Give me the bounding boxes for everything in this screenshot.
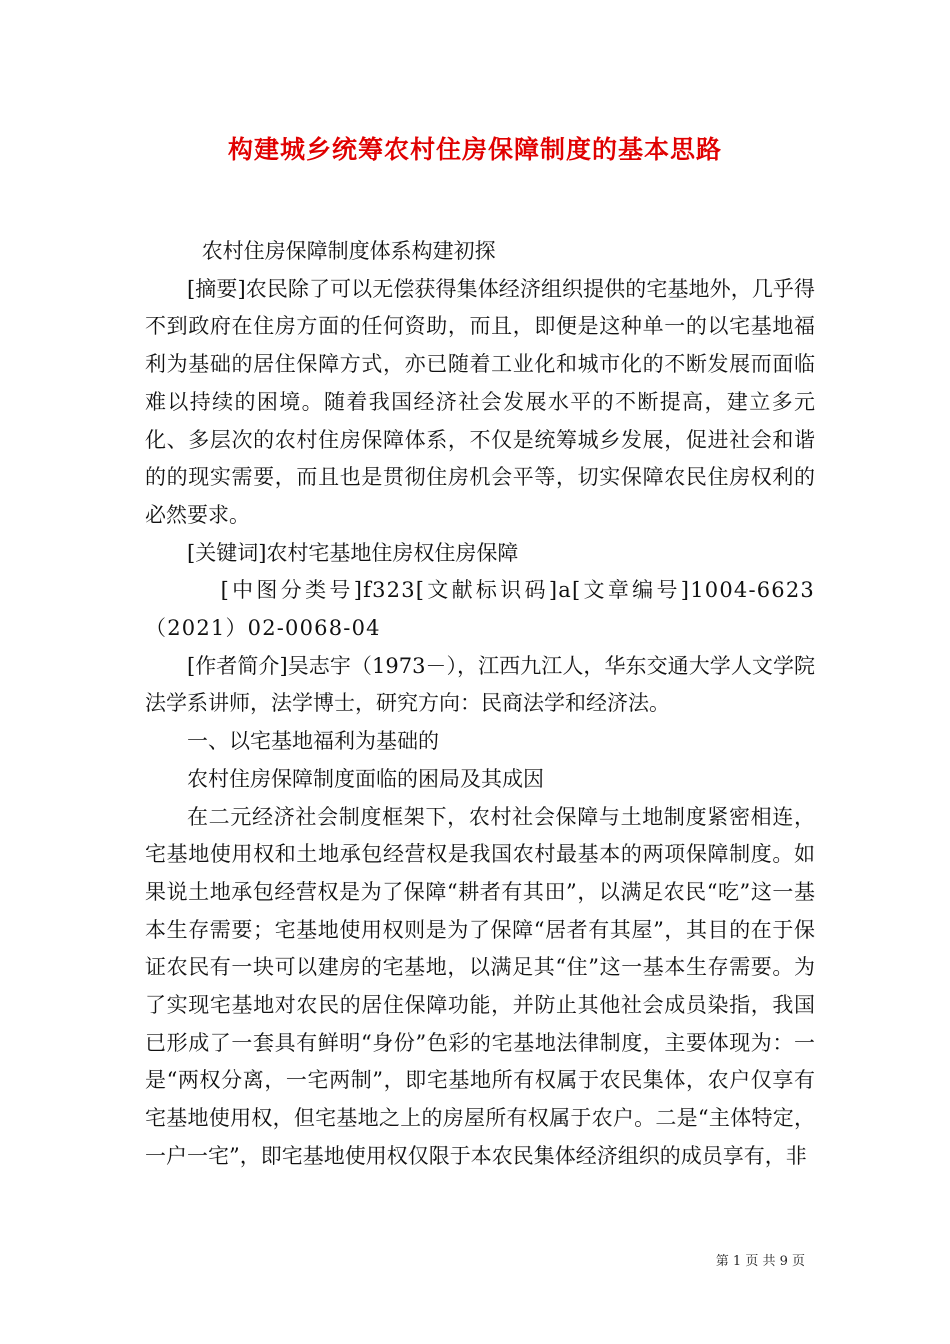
section-heading-line-2: 农村住房保障制度面临的困局及其成因	[187, 766, 544, 791]
body-paragraph: 在二元经济社会制度框架下，农村社会保障与土地制度紧密相连，宅基地使用权和土地承包经营权是我国农村最基本的两项保障制度。如果说土地承包经营权是为了保障“耕者有其田”，以满足农民“吃”这一基本生存需要；宅基地使用权则是为了保障“居者有其屋”，其目的在于保证农民有一块可以建房的宅基地，以满足其“住”这一基本生存需要。为了实现宅基地对农民的居住保障功能，并防止其他社会成员染指，我国已形成了一套具有鲜明“身份”色彩的宅基地法律制度，主要体现为：一是“两权分离，一宅两制”，即宅基地所有权属于农民集体，农户仅享有宅基地使用权，但宅基地之上的房屋所有权属于农户。二是“主体特定，一户一宅”，即宅基地使用权仅限于本农民集体经济组织的成员享有，非	[145, 804, 815, 1168]
page-number: 第 1 页 共 9 页	[715, 1254, 805, 1269]
classification-paragraph: [中图分类号]f323[文献标识码]a[文章编号]1004-6623（2021）02-0068-04	[145, 578, 815, 641]
author-paragraph: [作者简介]吴志宇（1973－），江西九江人，华东交通大学人文学院法学系讲师，法学博士，研究方向：民商法学和经济法。	[145, 653, 815, 716]
abstract-paragraph: [摘要]农民除了可以无偿获得集体经济组织提供的宅基地外，几乎得不到政府在住房方面的任何资助，而且，即便是这种单一的以宅基地福利为基础的居住保障方式，亦已随着工业化和城市化的不断发展而面临难以持续的困境。随着我国经济社会发展水平的不断提高，建立多元化、多层次的农村住房保障体系，不仅是统筹城乡发展，促进社会和谐的的现实需要，而且也是贯彻住房机会平等，切实保障农民住房权利的必然要求。	[145, 276, 815, 527]
keywords-paragraph: [关键词]农村宅基地住房权住房保障	[187, 540, 519, 565]
document-title: 构建城乡统筹农村住房保障制度的基本思路	[227, 135, 722, 164]
section-heading-line-1: 一、以宅基地福利为基础的	[187, 729, 439, 754]
subtitle: 农村住房保障制度体系构建初探	[201, 239, 496, 263]
document-body	[145, 233, 815, 1176]
